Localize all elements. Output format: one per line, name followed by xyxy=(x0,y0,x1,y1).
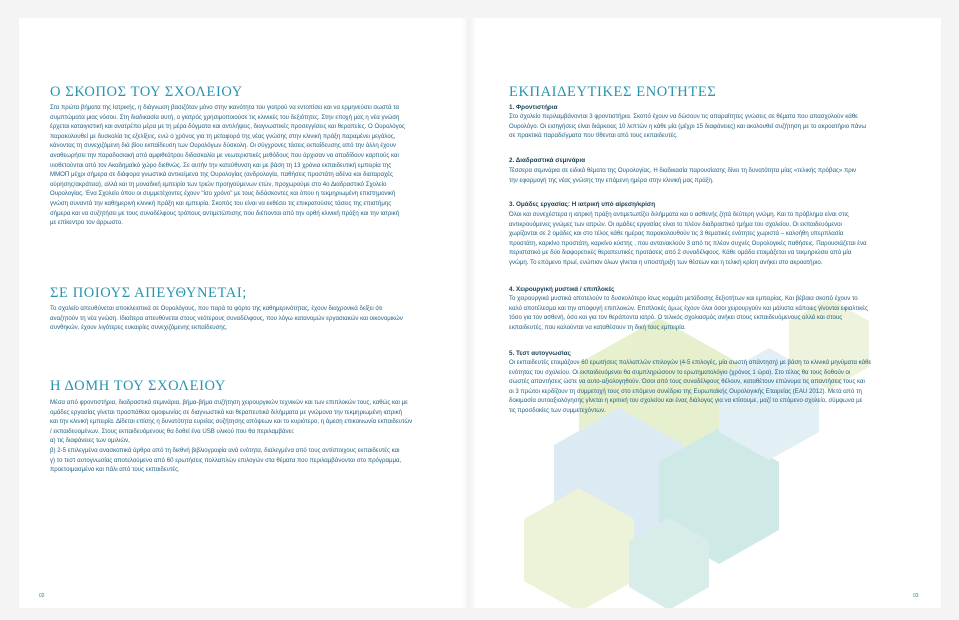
text-line: ΜΜΟΠ μέχρι σήμερα σε διάφορα γνωστικά αντικείμενα της Ουρολογίας (ανδρολογία, παθήσεις προστάτη αδένα και διαταραχές xyxy=(50,171,393,179)
text-line: τόσο για τον ασθενή, όσο και για τον θεράποντα ιατρό. Ο τελικός σχολιασμός ανήκει στους εκπαιδευόμενους αλλά και στους xyxy=(509,314,843,322)
unit-body-tutorials xyxy=(509,112,866,141)
text-line: ομάδες εργασίας γίνεται προσπάθεια ομοφωνίας σε διαγνωστικά και θεραπευτικά διλήμματα με γνώμονα την τεκμηριωμένη ιατρική xyxy=(50,408,403,416)
text-line: εκπαιδευτές, που καλούνται να καταθέσουν τη δική τους εμπειρία. xyxy=(509,323,686,331)
text-line: Ουρολόγο. Οι εισηγήσεις είναι διάρκειας 10 λεπτών η κάθε μία (μέχρι 15 διαφάνειες) και ακολουθεί συζήτηση με το ακροατήριο πάνω xyxy=(509,122,867,130)
text-line: χωρίζονται σε 2 ομάδες και στο τέλος κάθε ημέρας παρακολουθούν τις 3 θεματικές ενότητες χωριστά – καλοήθη υπερπλασία xyxy=(509,230,844,238)
section-title-structure: Η ΔΟΜΗ ΤΟΥ ΣΧΟΛΕΙΟΥ xyxy=(50,378,226,394)
text-line: Στα πρώτα βήματα της Ιατρικής, η διάγνωση βασιζόταν μόνο στην ικανότητα του γιατρού να εντοπίσει και να ερμηνεύσει σωστά τα xyxy=(50,104,400,111)
text-line: συμπτώματα μιας νόσου. Στη διαδικασία αυτή, ο γιατρός χρησιμοποιούσε τις κλινικές του δεξιότητες. Στην εποχή μας η νέα γνώση xyxy=(50,113,400,121)
text-line: / εκπαιδευομένων. Στους εκπαιδευόμενους θα δοθεί ένα USB υλικού που θα περιλαμβάνει: xyxy=(50,427,295,435)
text-line: καλό αποτέλεσμα και την αποφυγή επιπλοκών. Επιπλοκές όμως έχουν όλοι όσοι χειρουργούν και μάλιστα κάποιες γίνονται εφιαλτικές xyxy=(509,304,868,312)
text-line: γνώση συναντά την καθημερινή κλινική πράξη και εμπειρία. Σκοπός του είναι να εκθέσει τις επικρατούσες τάσεις της επιστήμης xyxy=(50,199,392,207)
text-line: αναθεωρήσει την παραδοσιακή από αμφιθεάτρου διδασκαλία με νεωτεριστικές μεθόδους που άρχισαν να αποδίδουν καρπούς και xyxy=(50,151,399,159)
section-body-audience xyxy=(50,304,403,333)
text-line: σήμερα και να συζητήσει με τους συναδέλφους τρόπους αντιμετώπισης που διέπονται από την ορθή κλινική πράξη και την ιατρική xyxy=(50,209,400,217)
text-line: Το χειρουργικά μυστικά αποτελούν το δυσκολότερο ίσως κομμάτι μετάδοσης δεξιοτήτων και εμπειρίας. Και βέβαια σκοπό έχουν το xyxy=(509,295,858,302)
unit-body-surgery xyxy=(509,294,868,332)
text-line: γ) το τεστ αυτογνωσίας αποτελούμενο από 60 ερωτήσεις πολλαπλών επιλογών στα θέματα που περιλαμβάνονται στο πρόγραμμα, xyxy=(50,456,402,464)
section-title-purpose: Ο ΣΚΟΠΟΣ ΤΟΥ ΣΧΟΛΕΙΟΥ xyxy=(50,84,243,100)
text-line: αντικρουόμενες γνώμες των ιατρών. Οι ομάδες εργασίας είναι το πλέον διαδραστικό τμήμα του σχολείου. Οι εκπαιδευόμενοι xyxy=(509,220,842,228)
unit-heading-workgroups: 3. Ομάδες εργασίας: Η ιατρική υπό αίρεση/κρίση xyxy=(509,201,656,208)
text-line: σωστές απαντήσεις ώστε να αυτο-αξιολογηθούν. Όσοι από τους συναδέλφους θέλουν, καταθέτουν επώνυμα τις απαντήσεις τους και xyxy=(509,378,865,386)
page-spine xyxy=(462,18,476,608)
text-line: την εφαρμογή της νέας γνώσης την επόμενη ημέρα στην κλινική μας πράξη. xyxy=(509,176,714,184)
text-line: υιοθετούνται από τον Ακαδημαϊκό χώρο διεθνώς. Σε αυτήν την κατεύθυνση και με βάση τη 13 χρόνια εκπαιδευτική εμπειρία της xyxy=(50,161,392,169)
unit-heading-seminars: 2. Διαδραστικά σεμινάρια xyxy=(509,157,586,164)
text-line: κάνοντας τη συνεχιζόμενη διά βίου εκπαίδευση των Ουρολόγων δύσκολη. Οι σύγχρονες τάσεις εκπαίδευσης από την άλλη έχουν xyxy=(50,142,396,150)
unit-heading-tutorials: 1. Φροντιστήρια xyxy=(509,104,558,111)
text-line: δοκιμασία αυτοαξιολόγησης γίνεται η κριτική του σχολείου και ένας διάλογος για να κτίσουμε, μαζί το επόμενο σχολείο, σύμφωνα με xyxy=(509,397,863,405)
page-number-right: 03 xyxy=(913,593,919,599)
section-body-purpose xyxy=(50,103,405,228)
text-line: οι 3 πρώτοι κερδίζουν τη συμμετοχή τους στο επόμενο συνέδριο της Ευρωπαϊκής Ουρολογικής Εταιρείας (EAU 2012). Μετά από τη xyxy=(509,387,862,395)
text-line: προστάτη, καρκίνο προστάτη, καρκίνο κύστης , που αντανακλούν 3 από τις πλέον συχνές Ουρολογικές παθήσεις. Παρουσιάζεται ένα xyxy=(509,239,867,247)
text-line: Μέσα από φροντιστήρια, διαδραστικά σεμινάρια, βήμα-βήμα συζήτηση χειρουργικών τεχνικών και των επιπλοκών τους, καθώς και με xyxy=(50,399,408,406)
text-line: Οι εκπαιδευτές ετοιμάζουν 60 ερωτήσεις πολλαπλών επιλογών (4-5 επιλογές, μία σωστή απάντηση) με βάση το κλινικά μηνύματα κάθε xyxy=(509,359,872,366)
text-line: τις προσδοκίες των συμμετεχόντων. xyxy=(509,406,606,414)
section-body-structure xyxy=(50,398,412,475)
text-line: ούρησης/ακράτεια), αλλά και τη μοναδική εμπειρία των τριών προηγούμενων ετών, προχωρούμε στο 4ο Διαδραστικό Σχολείο xyxy=(50,180,387,188)
page-number-left: 02 xyxy=(39,593,45,599)
text-line: Τέσσερα σεμινάρια σε ειδικά θέματα της Ουρολογίας. Η διαδικασία παρουσίασης δίνει τη δυνατότητα μίας «τελικής πρόβας» πριν xyxy=(509,167,857,174)
text-line: συνθηκών, έχουν λιγότερες ευκαιρίες συνεχιζόμενης εκπαίδευσης. xyxy=(50,324,228,332)
text-line: και την κλινική εμπειρία. Δίδεται επίσης η δυνατότητα ευρείας συζήτησης απόψεων και το κυριότερο, η άμεση επικοινωνία εκπαιδευτών xyxy=(50,418,413,426)
text-line: γνώμη. Το επόμενο πρωί, ενώπιον όλων γίνεται η υποστήριξη των θέσεων και η τελική κρίση ανήκει στο ακροατήριο. xyxy=(509,258,823,266)
text-line: Ουρολογίας. Ένα Σχολείο όπου οι συμμετέχοντες έχουν "ίσο χρόνο" με τους διδάσκοντες και όπου η τεκμηριωμένη επιστημονική xyxy=(50,190,396,198)
unit-body-workgroups xyxy=(509,210,867,268)
unit-body-seminars xyxy=(509,166,856,185)
text-line: παρακολουθεί με δυσκολία τις εξελίξεις, ενώ ο χρόνος για τη μεταφορά της νέας γνώσης στην κλινική πράξη παραμένει μεγάλος, xyxy=(50,132,396,140)
section-title-units: ΕΚΠΑΙΔΕΥΤΙΚΕΣ ΕΝΟΤΗΤΕΣ xyxy=(509,84,717,100)
unit-body-self-test xyxy=(509,358,871,416)
unit-heading-surgery: 4. Χειρουργική μυστικά / επιπλοκές xyxy=(509,286,615,293)
text-line: έρχεται καταιγιστική και ανατρέπει μέρα με τη μέρα δόγματα και αντιλήψεις, διαγνωστικές προσεγγίσεις και θεραπείες. Ο Ουρολόγος xyxy=(50,123,405,131)
text-line: Το σχολείο απευθύνεται αποκλειστικά σε Ουρολόγους, που παρά το φόρτο της καθημερινότητας, έχουν διαχρονικά δείξει ότι xyxy=(50,305,383,312)
text-line: σε πρακτικά παραδείγματα που τίθενται από τους εκπαιδευτές. xyxy=(509,132,678,140)
text-line: α) τις διαφάνειες των ομιλιών, xyxy=(50,437,130,445)
text-line: Στο σχολείο περιλαμβάνονται 3 φροντιστήρια. Σκοπό έχουν να δώσουν τις απαραίτητες γνώσεις σε θέματα που απασχολούν κάθε xyxy=(509,113,858,120)
text-line: με επίκεντρο τον άρρωστο. xyxy=(50,219,123,227)
text-line: προετοιμασμένο και πάλι από τους εκπαιδευτές. xyxy=(50,466,180,474)
text-line: β) 2-5 επιλεγμένα ανασκοπικά άρθρα από τη διεθνή βιβλιογραφία ανά ενότητα, διαλεγμένα από τους αντίστοιχους εκπαιδευτές και xyxy=(50,446,400,454)
section-title-audience: ΣΕ ΠΟΙΟΥΣ ΑΠΕΥΘΥΝΕΤΑΙ; xyxy=(50,285,247,301)
text-line: Όλοι και συνεχέστερα η ιατρική πράξη αντιμετωπίζει διλήμματα και ο ασθενής ζητά δεύτερη γνώμη. Και το πρόβλημα είναι στις xyxy=(509,211,849,218)
text-line: ενότητας του σχολείου. Οι εκπαιδευόμενοι θα συμπληρώσουν το ερωτηματολόγιο (χρόνος 1 ώρα). Στο τέλος θα τους δοθούν οι xyxy=(509,368,851,376)
text-line: αναζητούν τη νέα γνώση. Ιδιαίτερα απευθύνεται στους νεότερους συναδέλφους, που λόγω κατανομών εργασιακών και οικονομικών xyxy=(50,314,403,322)
unit-heading-self-test: 5. Τεστ αυτογνωσίας xyxy=(509,350,571,357)
text-line: περιστατικό με δύο διαφορετικές θεραπευτικές προτάσεις από 2 συναδέλφους. Κάθε ομάδα ετοιμάζεται να τεκμηριώσει από μία xyxy=(509,249,852,257)
